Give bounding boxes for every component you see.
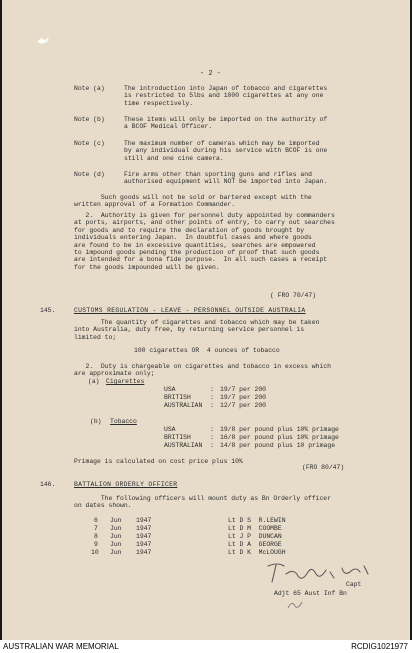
duty-date-year: 1947 xyxy=(136,517,152,524)
sale-paragraph: Such goods will not be sold or bartered except with the written approval of a Formation Commander. xyxy=(74,194,312,209)
duty-date-num: 7 xyxy=(94,525,98,532)
colon: : xyxy=(210,386,214,393)
signature-title: Adjt 65 Aust Inf Bn xyxy=(274,590,347,597)
footer-id: RCDIG1021977 xyxy=(351,642,408,651)
note-b-text: These items will only be imported on the authority of a BCOF Medical Officer. xyxy=(124,116,328,131)
cigarettes-label: (a) xyxy=(88,378,100,385)
colon: : xyxy=(210,402,214,409)
footer-source: AUSTRALIAN WAR MEMORIAL xyxy=(3,642,119,651)
colon: : xyxy=(210,426,214,433)
cig-rate: 19/7 per 200 xyxy=(220,386,267,393)
cig-rate: 19/7 per 200 xyxy=(220,394,267,401)
section-145-paragraph-2: 2. Duty is chargeable on cigarettes and tobacco in excess which are approximate only; xyxy=(74,363,331,378)
cig-country: BRITISH xyxy=(164,394,191,401)
tob-country: USA xyxy=(164,426,176,433)
tob-rate: 19/8 per pound plus 10% primage xyxy=(220,426,339,433)
reference-fro-80: (FRO 80/47) xyxy=(302,464,345,471)
duty-date-month: Jun xyxy=(110,549,122,556)
tob-rate: 14/8 per pound plus 10 primage xyxy=(220,442,336,449)
tobacco-title: Tobacco xyxy=(110,418,137,425)
note-d-text: Fire arms other than sporting guns and rifles and authorised equipment will NOT be imported into Japan. xyxy=(124,171,328,186)
duty-date-month: Jun xyxy=(110,533,122,540)
note-a-text: The introduction into Japan of tobacco and cigarettes is restricted to 5lbs and 1000 cigarettes at any one time respectively. xyxy=(124,85,328,107)
page-number: - 2 - xyxy=(200,70,222,78)
duty-date-num: 8 xyxy=(94,533,98,540)
cigarettes-title: Cigarettes xyxy=(106,378,145,385)
tob-rate: 16/8 per pound plus 10% primage xyxy=(220,434,339,441)
section-146-paragraph: The following officers will mount duty as Bn Orderly officer on dates shown. xyxy=(74,495,331,510)
duty-date-num: 10 xyxy=(91,549,99,556)
section-146-number: 146. xyxy=(40,481,56,488)
duty-date-month: Jun xyxy=(110,525,122,532)
section-145-number: 145. xyxy=(40,307,56,314)
duty-officer: Lt D A GEORGE xyxy=(228,541,282,548)
note-b-label: Note (b) xyxy=(74,116,105,123)
colon: : xyxy=(210,434,214,441)
colon: : xyxy=(210,442,214,449)
note-c-text: The maximum number of cameras which may be imported by any individual during his service with BCOF is one still and one cine camera. xyxy=(124,140,328,162)
signature-rank: Capt xyxy=(346,581,362,588)
tob-country: AUSTRALIAN xyxy=(164,442,203,449)
allowance-line: 100 cigarettes OR 4 ounces of tobacco xyxy=(134,347,280,354)
note-c-label: Note (c) xyxy=(74,140,105,147)
note-a-label: Note (a) xyxy=(74,85,105,92)
cig-country: AUSTRALIAN xyxy=(164,402,203,409)
duty-officer: Lt J P DUNCAN xyxy=(228,533,282,540)
duty-date-year: 1947 xyxy=(136,541,152,548)
duty-date-num: 9 xyxy=(94,541,98,548)
duty-officer: Lt D M COOMBE xyxy=(228,525,282,532)
reference-fro-70: ( FRO 70/47) xyxy=(270,292,317,299)
document-page xyxy=(2,0,410,640)
note-d-label: Note (d) xyxy=(74,171,105,178)
cig-country: USA xyxy=(164,386,176,393)
duty-date-year: 1947 xyxy=(136,549,152,556)
section-146-title: BATTALION ORDERLY OFFICER xyxy=(74,481,178,488)
duty-date-year: 1947 xyxy=(136,533,152,540)
duty-officer: Lt D K McLOUGH xyxy=(228,549,286,556)
duty-date-month: Jun xyxy=(110,517,122,524)
initials-mark xyxy=(286,598,306,610)
primage-note: Primage is calculated on cost price plus 10% xyxy=(74,458,243,465)
tob-country: BRITISH xyxy=(164,434,191,441)
duty-date-month: Jun xyxy=(110,541,122,548)
section-145-title: CUSTOMS REGULATION - LEAVE - PERSONNEL OUTSIDE AUSTRALIA xyxy=(74,307,306,314)
colon: : xyxy=(210,394,214,401)
duty-date-year: 1947 xyxy=(136,525,152,532)
section-145-paragraph: The quantity of cigarettes and tobacco which may be taken into Australia, duty free, by returning service personnel is limited to; xyxy=(74,319,320,341)
tobacco-label: (b) xyxy=(90,418,102,425)
paragraph-2: 2. Authority is given for personnel duty appointed by commanders at ports, airports, and other points of entry, to carry out searches for goods and to require the declaration of goods brought by individuals entering Japan. In doubtful cases and where goods are found to be in excessive quantities, searches are empowered to impound goods pending the production of proof that such goods are intended for a bona fide purpose. In all such cases a receipt for the goods impounded will be given. xyxy=(74,212,335,271)
paper-mark xyxy=(36,36,50,45)
archive-footer xyxy=(0,640,412,653)
duty-date-num: 6 xyxy=(94,517,98,524)
duty-officer: Lt D S R.LEWIN xyxy=(228,517,286,524)
cig-rate: 12/7 per 200 xyxy=(220,402,267,409)
